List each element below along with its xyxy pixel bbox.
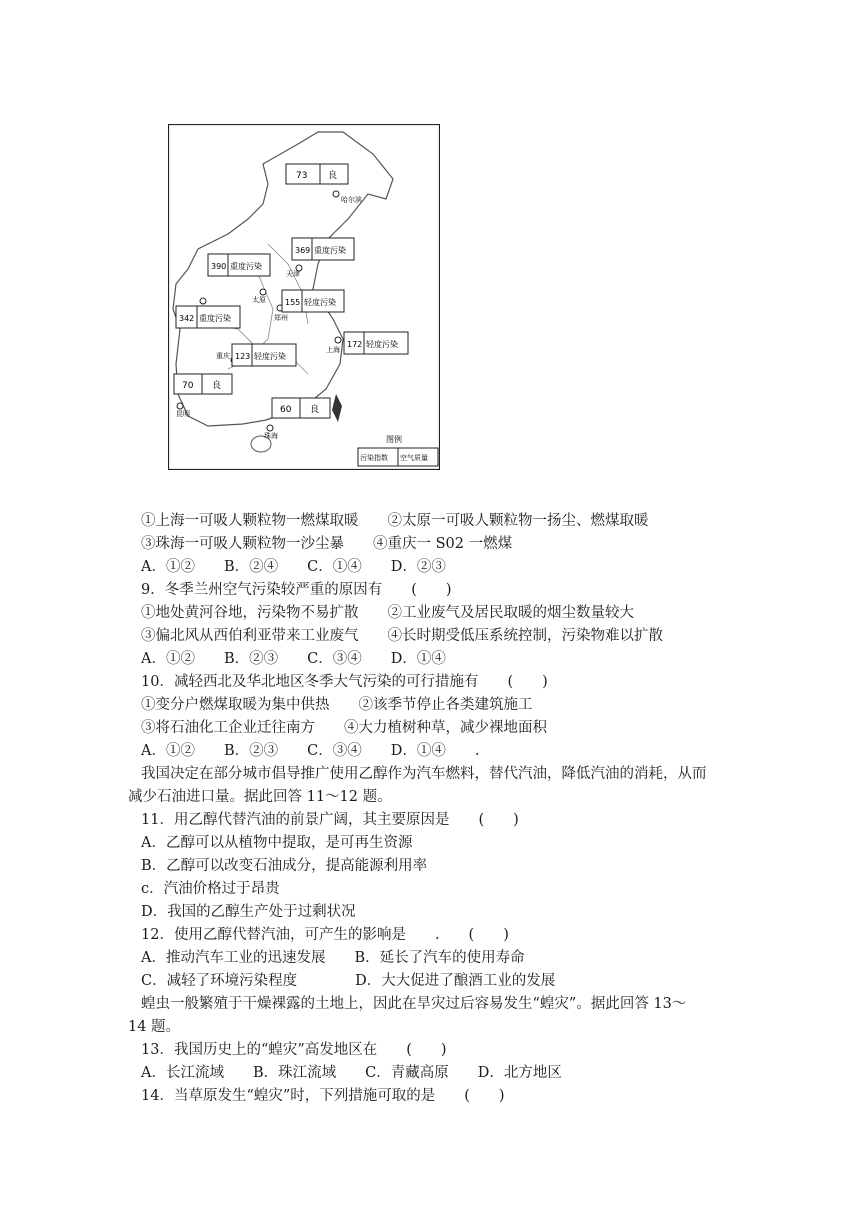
svg-text:369: 369 xyxy=(295,246,311,255)
svg-text:轻度污染: 轻度污染 xyxy=(254,352,286,361)
svg-text:390: 390 xyxy=(211,262,227,271)
text-line: c．汽油价格过于昂贵 xyxy=(141,881,280,897)
legend-col1: 污染指数 xyxy=(360,454,388,462)
text-line: A．长江流域 B．珠江流域 C．青藏高原 D．北方地区 xyxy=(141,1065,562,1081)
text-line: A．推动汽车工业的迅速发展 B．延长了汽车的使用寿命 xyxy=(141,950,525,966)
text-line: A．乙醇可以从植物中提取，是可再生资源 xyxy=(141,835,413,851)
text-line: 14 题。 xyxy=(128,1019,181,1035)
box-zhuhai xyxy=(272,398,330,418)
svg-text:155: 155 xyxy=(285,298,301,307)
box-kunming xyxy=(174,374,232,394)
text-line: C．减轻了环境污染程度 D．大大促进了酿酒工业的发展 xyxy=(141,973,556,989)
city-shanghai: 上海 xyxy=(326,346,340,354)
svg-text:172: 172 xyxy=(347,340,363,349)
text-line: 10．减轻西北及华北地区冬季大气污染的可行措施有 ( ) xyxy=(141,674,548,690)
svg-text:良: 良 xyxy=(328,171,338,181)
city-taiyuan: 太原 xyxy=(252,296,266,304)
svg-text:60: 60 xyxy=(280,405,292,415)
box-chongqing xyxy=(232,344,296,366)
text-line: 蝗虫一般繁殖于干燥裸露的土地上，因此在旱灾过后容易发生“蝗灾”。据此回答 13～ xyxy=(141,996,687,1012)
china-air-quality-map xyxy=(168,124,440,470)
city-kunming: 昆明 xyxy=(176,410,190,418)
text-line: ①地处黄河谷地，污染物不易扩散 ②工业废气及居民取暖的烟尘数量较大 xyxy=(141,605,634,621)
text-line: 9．冬季兰州空气污染较严重的原因有 ( ) xyxy=(141,582,452,598)
box-tianjin xyxy=(292,238,354,260)
text-line: ③珠海一可吸人颗粒物一沙尘暴 ④重庆一 S02 一燃煤 xyxy=(141,536,513,552)
svg-text:123: 123 xyxy=(235,352,251,361)
box-zhengzhou xyxy=(282,290,344,312)
city-zhengzhou: 郑州 xyxy=(274,314,288,322)
svg-text:重度污染: 重度污染 xyxy=(314,246,346,255)
text-line: A．①② B．②④ C．①④ D．②③ xyxy=(141,559,446,575)
svg-text:重度污染: 重度污染 xyxy=(230,262,262,271)
box-shanghai xyxy=(344,332,408,354)
legend-title: 图例 xyxy=(386,435,402,444)
city-tianjin: 天津 xyxy=(286,270,300,278)
svg-text:轻度污染: 轻度污染 xyxy=(304,298,336,307)
svg-text:轻度污染: 轻度污染 xyxy=(366,340,398,349)
text-line: 12．使用乙醇代替汽油，可产生的影响是 . ( ) xyxy=(141,927,509,943)
city-chongqing: 重庆 xyxy=(216,352,230,360)
text-line: A．①② B．②③ C．③④ D．①④ xyxy=(141,651,446,667)
svg-text:良: 良 xyxy=(212,381,222,391)
box-west xyxy=(176,306,240,328)
text-line: ③偏北风从西伯利亚带来工业废气 ④长时期受低压系统控制，污染物难以扩散 xyxy=(141,628,663,644)
city-zhuhai: 珠海 xyxy=(264,432,278,440)
text-line: 减少石油进口量。据此回答 11～12 题。 xyxy=(128,789,392,805)
text-line: B．乙醇可以改变石油成分，提高能源利用率 xyxy=(141,858,428,874)
svg-text:重度污染: 重度污染 xyxy=(199,314,231,323)
text-line: 14．当草原发生“蝗灾”时，下列措施可取的是 ( ) xyxy=(141,1088,505,1104)
text-line: 13．我国历史上的“蝗灾”高发地区在 ( ) xyxy=(141,1042,447,1058)
text-line: ①变分户燃煤取暖为集中供热 ②该季节停止各类建筑施工 xyxy=(141,697,533,713)
city-harbin: 哈尔滨 xyxy=(341,196,362,204)
box-taiyuan xyxy=(208,254,270,276)
svg-text:良: 良 xyxy=(310,405,320,415)
svg-text:342: 342 xyxy=(179,314,195,323)
text-line: ①上海一可吸人颗粒物一燃煤取暖 ②太原一可吸人颗粒物一扬尘、燃煤取暖 xyxy=(141,513,649,529)
legend-col2: 空气质量 xyxy=(400,454,428,462)
text-line: D．我国的乙醇生产处于过剩状况 xyxy=(141,904,356,920)
box-harbin xyxy=(286,164,348,184)
pollution-map xyxy=(168,124,440,470)
text-line: 我国决定在部分城市倡导推广使用乙醇作为汽车燃料，替代汽油，降低汽油的消耗，从而 xyxy=(141,766,707,782)
text-line: A．①② B．②③ C．③④ D．①④ . xyxy=(141,743,480,759)
text-line: ③将石油化工企业迁往南方 ④大力植树种草，减少裸地面积 xyxy=(141,720,547,736)
text-line: 11．用乙醇代替汽油的前景广阔，其主要原因是 ( ) xyxy=(141,812,519,828)
svg-text:73: 73 xyxy=(296,171,308,181)
svg-text:70: 70 xyxy=(182,381,194,391)
